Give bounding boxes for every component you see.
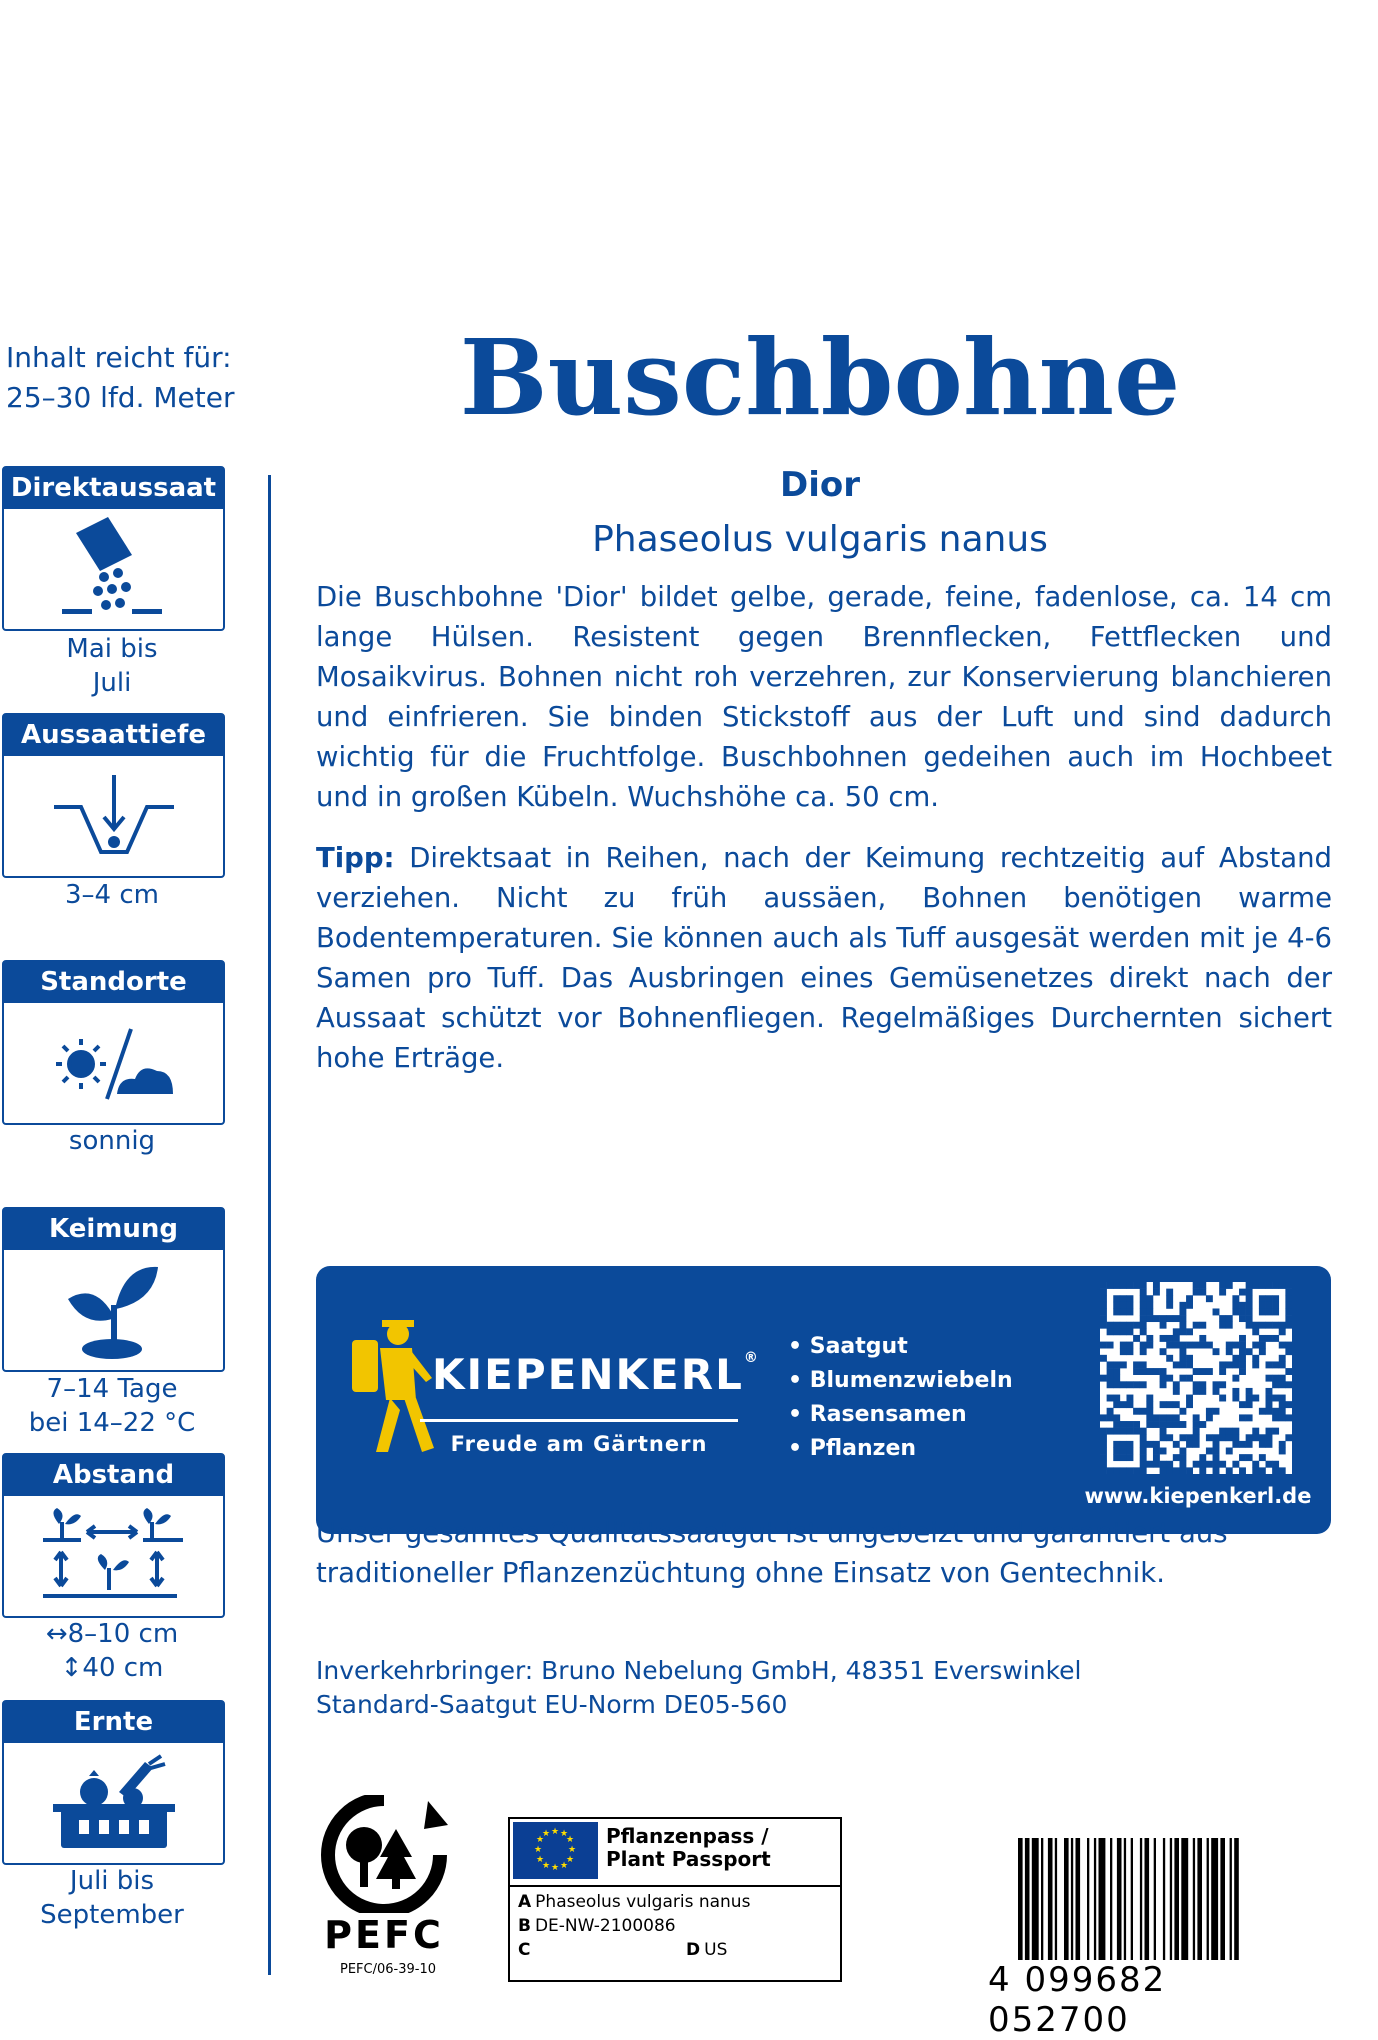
harvest-crate-icon	[4, 1744, 223, 1863]
germination-caption	[0, 1372, 224, 1440]
coverage-line2: 25–30 lfd. Meter	[6, 381, 235, 414]
pp-c-label: C	[518, 1940, 531, 1960]
svg-text:★: ★	[567, 1845, 577, 1855]
product-title: Buschbohne	[459, 316, 1181, 439]
depth-label: Aussaattiefe	[4, 715, 223, 756]
location-label: Standorte	[4, 962, 223, 1003]
horizontal-arrow-icon: ↔	[45, 1619, 68, 1649]
seed-standard-info: Standard-Saatgut EU-Norm DE05-560	[316, 1690, 788, 1719]
product-latin-name: Phaseolus vulgaris nanus	[592, 519, 1048, 560]
svg-text:★: ★	[533, 1845, 543, 1855]
svg-text:★: ★	[559, 1829, 569, 1839]
seed-packet-icon	[4, 510, 223, 629]
quality-note: Unser gesamtes Qualitätssaatgut ist ungebeizt und garantiert aus traditioneller Pflanzenzüchtung ohne Einsatz von Gentechnik.	[316, 1517, 1228, 1589]
pp-row-a	[518, 1891, 750, 1913]
pp-d-label: D	[686, 1940, 701, 1960]
category-list	[788, 1330, 1013, 1466]
product-tip	[316, 838, 1332, 1078]
brand-name	[432, 1350, 760, 1399]
column-divider	[268, 475, 271, 1975]
tip-text: Direktsaat in Reihen, nach der Keimung rechtzeitig auf Abstand verziehen. Nicht zu früh aussäen, Bohnen benötigen warme Bodentemperaturen. Sie können auch als Tuff ausgesät werden mit je 4-6 Samen pro Tuff. Das Ausbringen eines Gemüsenetzes direkt nach der Aussaat schützt vor Bohnenfliegen. Regelmäßiges Durchernten sichert hohe Erträge.	[316, 842, 1332, 1074]
location-box	[2, 960, 225, 1125]
brand-tagline: Freude am Gärtnern	[450, 1432, 708, 1456]
harvest-label: Ernte	[4, 1702, 223, 1743]
pp-title-line1: Pflanzenpass /	[606, 1824, 769, 1848]
pp-a-value: Phaseolus vulgaris nanus	[535, 1892, 751, 1912]
sowing-caption	[0, 632, 224, 700]
sowing-line1: Mai bis	[66, 634, 158, 664]
sowing-depth-icon	[4, 757, 223, 876]
svg-text:★: ★	[541, 1861, 551, 1871]
brand-text: KIEPENKERL	[432, 1350, 744, 1399]
spacing-line2: 40 cm	[82, 1653, 164, 1683]
svg-text:★: ★	[541, 1829, 551, 1839]
location-caption	[0, 1124, 224, 1158]
spacing-box	[2, 1453, 225, 1618]
pp-b-label: B	[518, 1916, 531, 1936]
pp-separator	[510, 1885, 840, 1887]
sowing-box	[2, 466, 225, 631]
eu-flag-icon	[513, 1822, 598, 1879]
distributor-info: Inverkehrbringer: Bruno Nebelung GmbH, 48351 Everswinkel	[316, 1656, 1082, 1685]
depth-box	[2, 713, 225, 878]
brand-banner	[316, 1266, 1331, 1534]
brand-underline	[420, 1419, 738, 1422]
coverage-line1: Inhalt reicht für:	[6, 341, 232, 374]
svg-text:★: ★	[550, 1863, 560, 1873]
pp-row-c	[518, 1939, 534, 1961]
coverage-info	[6, 338, 234, 418]
pefc-code: PEFC/06-39-10	[340, 1962, 436, 1977]
svg-text:★: ★	[535, 1855, 545, 1865]
spacing-caption	[0, 1617, 224, 1685]
product-description: Die Buschbohne 'Dior' bildet gelbe, gerade, feine, fadenlose, ca. 14 cm lange Hülsen. Resistent gegen Brennflecken, Fettflecken und Mosaikvirus. Bohnen nicht roh verzehren, zur Konservierung blanchieren und einfrieren. Sie binden Stickstoff aus der Luft und sind dadurch wichtig für die Fruchtfolge. Buschbohnen gedeihen auch im Hochbeet und in großen Kübeln. Wuchshöhe ca. 50 cm.	[316, 581, 1332, 813]
harvest-line1: Juli bis	[69, 1866, 155, 1896]
pp-a-label: A	[518, 1892, 532, 1912]
category-item: • Blumenzwiebeln	[788, 1364, 1013, 1398]
pefc-wordmark: PEFC	[324, 1913, 444, 1957]
germination-line2: bei 14–22 °C	[28, 1408, 196, 1438]
pp-title-line2: Plant Passport	[606, 1847, 771, 1871]
barcode-icon	[1016, 1838, 1316, 1960]
plant-passport-title	[606, 1825, 771, 1871]
location-line1: sonnig	[68, 1126, 156, 1156]
spacing-line1: 8–10 cm	[67, 1619, 179, 1649]
harvest-box	[2, 1700, 225, 1865]
seedling-icon	[4, 1251, 223, 1370]
registered-mark: ®	[743, 1350, 760, 1366]
pp-row-d	[686, 1939, 727, 1961]
category-item: • Saatgut	[788, 1330, 1013, 1364]
harvest-line2: September	[40, 1900, 184, 1930]
svg-text:★: ★	[565, 1855, 575, 1865]
pp-row-b	[518, 1915, 676, 1937]
sun-cloud-icon	[4, 1004, 223, 1123]
plant-passport	[508, 1817, 842, 1982]
harvest-caption	[0, 1864, 224, 1932]
spacing-row1	[0, 1617, 224, 1651]
pefc-logo-icon	[316, 1795, 452, 1917]
pp-b-value: DE-NW-2100086	[534, 1916, 676, 1936]
plant-spacing-icon	[4, 1497, 223, 1616]
svg-text:★: ★	[535, 1835, 545, 1845]
vertical-arrow-icon: ↕	[60, 1653, 83, 1683]
category-item: • Rasensamen	[788, 1398, 1013, 1432]
qr-code-icon[interactable]	[1100, 1282, 1292, 1474]
depth-line1: 3–4 cm	[65, 880, 159, 910]
spacing-label: Abstand	[4, 1455, 223, 1496]
svg-text:★: ★	[559, 1861, 569, 1871]
spacing-row2	[0, 1651, 224, 1685]
barcode-number: 4 099682 052700	[988, 1960, 1167, 2040]
svg-text:★: ★	[550, 1827, 560, 1837]
germination-line1: 7–14 Tage	[46, 1374, 178, 1404]
product-variety: Dior	[779, 465, 860, 505]
website-link[interactable]: www.kiepenkerl.de	[1084, 1484, 1312, 1508]
sowing-label: Direktaussaat	[4, 468, 223, 509]
germination-label: Keimung	[4, 1209, 223, 1250]
tip-label: Tipp:	[316, 842, 395, 874]
depth-caption	[0, 878, 224, 912]
svg-text:★: ★	[565, 1835, 575, 1845]
germination-box	[2, 1207, 225, 1372]
pp-d-value: US	[704, 1940, 728, 1960]
category-item: • Pflanzen	[788, 1432, 1013, 1466]
sowing-line2: Juli	[92, 668, 132, 698]
